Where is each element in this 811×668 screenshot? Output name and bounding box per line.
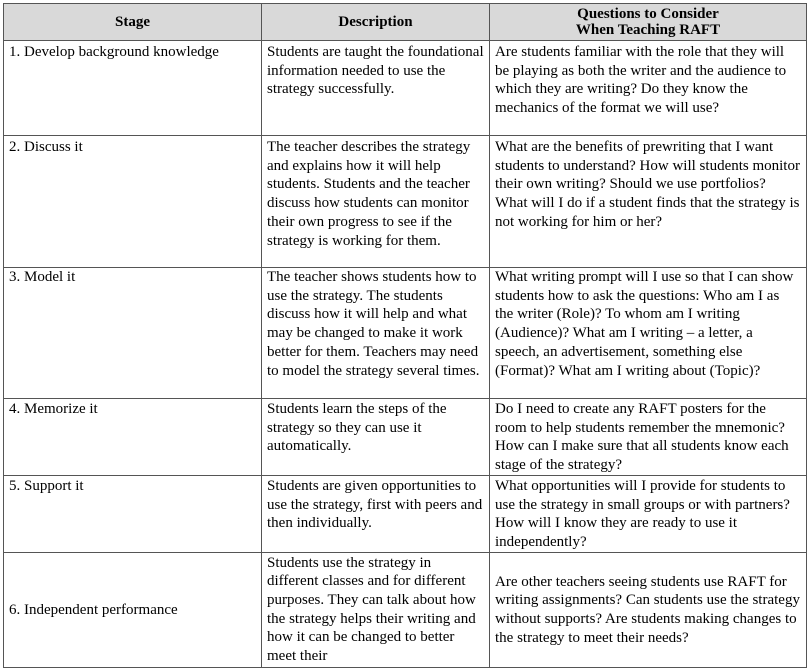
raft-stages-table <box>3 3 807 668</box>
description-cell: The teacher shows students how to use the strategy. The students discuss how it will help and what may be changed to make it work better for them. Teachers may need to model the strategy several times. <box>262 268 490 399</box>
stage-cell: 2. Discuss it <box>4 136 262 268</box>
description-cell: Students use the strategy in different classes and for different purposes. They can talk about how the strategy helps their writing and how it can be changed to better meet their <box>262 552 490 667</box>
questions-cell: Are students familiar with the role that they will be playing as both the writer and the audience to which they are writing? Do they know the mechanics of the format we will use? <box>490 41 807 136</box>
description-cell: Students are given opportunities to use the strategy, first with peers and then individually. <box>262 475 490 552</box>
header-questions-line2: When Teaching RAFT <box>575 22 721 38</box>
description-cell: The teacher describes the strategy and explains how it will help students. Students and the teacher discuss how students can monitor their own progress to see if the strategy is working for them. <box>262 136 490 268</box>
table-row <box>4 41 807 136</box>
stage-cell: 3. Model it <box>4 268 262 399</box>
header-questions-line1: Questions to Consider <box>577 6 719 22</box>
table-row <box>4 268 807 399</box>
stage-cell: 5. Support it <box>4 475 262 552</box>
questions-cell: Are other teachers seeing students use RAFT for writing assignments? Can students use the strategy without supports? Are students making changes to the strategy to meet their needs? <box>490 552 807 667</box>
table-row <box>4 399 807 476</box>
questions-cell: What are the benefits of prewriting that I want students to understand? How will students monitor their own writing? Should we use portfolios? What will I do if a student finds that the strategy is not working for him or her? <box>490 136 807 268</box>
table-row <box>4 475 807 552</box>
description-cell: Students learn the steps of the strategy so they can use it automatically. <box>262 399 490 476</box>
stage-cell: 6. Independent performance <box>4 552 262 667</box>
header-questions <box>490 4 807 41</box>
stage-cell: 4. Memorize it <box>4 399 262 476</box>
header-description: Description <box>262 4 490 41</box>
header-row <box>4 4 807 41</box>
table-row <box>4 552 807 667</box>
table-row <box>4 136 807 268</box>
stage-cell: 1. Develop background knowledge <box>4 41 262 136</box>
header-stage: Stage <box>4 4 262 41</box>
questions-cell: What writing prompt will I use so that I can show students how to ask the questions: Who am I as the writer (Role)? To whom am I writing (Audience)? What am I writing – a letter, a speech, an advertisement, something else (Format)? What am I writing about (Topic)? <box>490 268 807 399</box>
description-cell: Students are taught the foundational information needed to use the strategy successfully. <box>262 41 490 136</box>
questions-cell: What opportunities will I provide for students to use the strategy in small groups or with partners? How will I know they are ready to use it independently? <box>490 475 807 552</box>
questions-cell: Do I need to create any RAFT posters for the room to help students remember the mnemonic? How can I make sure that all students know each stage of the strategy? <box>490 399 807 476</box>
